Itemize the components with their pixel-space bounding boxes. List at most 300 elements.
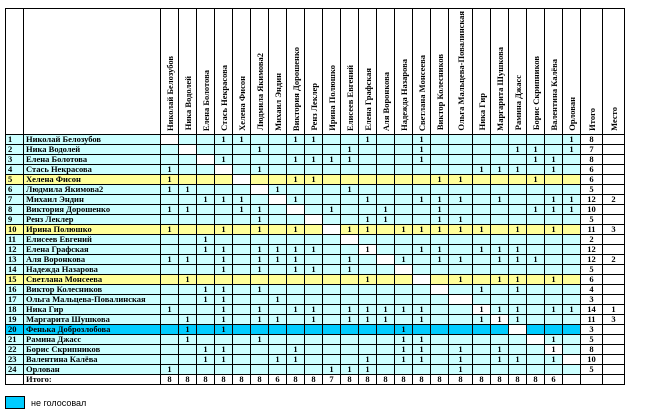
- vote-cell: 1: [161, 184, 179, 194]
- vote-cell: 1: [491, 164, 509, 174]
- vote-cell: [251, 134, 269, 144]
- row-number: 19: [6, 314, 24, 324]
- vote-cell: 1: [215, 354, 233, 364]
- vote-cell: [509, 324, 527, 334]
- row-number: 5: [6, 174, 24, 184]
- vote-cell: [431, 144, 449, 154]
- vote-cell: [269, 154, 287, 164]
- row-number: 2: [6, 144, 24, 154]
- vote-cell: [161, 194, 179, 204]
- vote-cell: 1: [545, 194, 563, 204]
- vote-cell: [509, 174, 527, 184]
- row-number: 9: [6, 214, 24, 224]
- vote-cell: [377, 254, 395, 264]
- vote-cell: [269, 194, 287, 204]
- vote-cell: [491, 294, 509, 304]
- vote-cell: [161, 154, 179, 164]
- vote-cell: 1: [323, 154, 341, 164]
- vote-cell: [545, 234, 563, 244]
- vote-cell: [509, 344, 527, 354]
- vote-cell: 1: [341, 364, 359, 374]
- vote-cell: [491, 324, 509, 334]
- vote-cell: 1: [197, 244, 215, 254]
- vote-cell: [413, 264, 431, 274]
- column-header-label: Хелена Фисон: [236, 75, 247, 131]
- total-cell: 12: [581, 194, 603, 204]
- column-header: [287, 9, 305, 135]
- vote-cell: [395, 284, 413, 294]
- total-cell: 6: [581, 164, 603, 174]
- vote-cell: [233, 344, 251, 354]
- vote-cell: 1: [563, 204, 581, 214]
- vote-cell: [323, 134, 341, 144]
- vote-cell: [449, 294, 473, 304]
- vote-cell: [251, 174, 269, 184]
- vote-cell: 1: [197, 234, 215, 244]
- vote-cell: [215, 204, 233, 214]
- vote-cell: [179, 234, 197, 244]
- table-row: [6, 164, 625, 174]
- vote-cell: [431, 184, 449, 194]
- vote-cell: [395, 164, 413, 174]
- participant-name: Елисеев Евгений: [24, 234, 161, 244]
- vote-cell: [161, 144, 179, 154]
- vote-cell: [323, 304, 341, 314]
- vote-cell: [251, 294, 269, 304]
- table-row: [6, 194, 625, 204]
- total-cell: 8: [581, 154, 603, 164]
- vote-cell: [269, 334, 287, 344]
- column-header-label: Рамина Джасс: [512, 75, 523, 131]
- vote-cell: [179, 134, 197, 144]
- vote-cell: 1: [377, 204, 395, 214]
- vote-cell: [323, 184, 341, 194]
- participant-name: Ирина Полюшко: [24, 224, 161, 234]
- vote-cell: [377, 294, 395, 304]
- vote-cell: [431, 134, 449, 144]
- column-header: [269, 9, 287, 135]
- vote-cell: 1: [215, 304, 233, 314]
- vote-cell: [473, 234, 491, 244]
- vote-cell: [359, 234, 377, 244]
- vote-cell: [527, 324, 545, 334]
- vote-cell: 1: [197, 344, 215, 354]
- vote-cell: [323, 164, 341, 174]
- total-cell: 6: [581, 274, 603, 284]
- vote-cell: [197, 174, 215, 184]
- vote-cell: 1: [413, 304, 431, 314]
- vote-cell: [473, 364, 491, 374]
- vote-cell: [179, 294, 197, 304]
- vote-cell: 1: [449, 274, 473, 284]
- participant-name: Аля Воронкова: [24, 254, 161, 264]
- vote-cell: 1: [269, 354, 287, 364]
- vote-cell: [161, 294, 179, 304]
- vote-cell: [197, 254, 215, 264]
- vote-cell: [359, 294, 377, 304]
- vote-cell: [269, 264, 287, 274]
- totals-cell: 8: [161, 374, 179, 384]
- vote-cell: [527, 194, 545, 204]
- vote-cell: [527, 164, 545, 174]
- vote-cell: 1: [251, 314, 269, 324]
- table-row: [6, 154, 625, 164]
- column-header: [413, 9, 431, 135]
- vote-cell: 1: [491, 344, 509, 354]
- vote-cell: 1: [563, 194, 581, 204]
- participant-name: Светлана Монсеева: [24, 274, 161, 284]
- total-cell: 8: [581, 344, 603, 354]
- vote-cell: [305, 334, 323, 344]
- vote-cell: 1: [251, 144, 269, 154]
- vote-cell: [233, 364, 251, 374]
- column-header-label: Валентина Калёва: [548, 59, 559, 131]
- vote-cell: 1: [509, 224, 527, 234]
- vote-cell: [269, 324, 287, 334]
- vote-cell: [395, 264, 413, 274]
- vote-cell: [233, 324, 251, 334]
- table-row: [6, 244, 625, 254]
- vote-cell: [431, 154, 449, 164]
- vote-cell: 1: [413, 194, 431, 204]
- vote-cell: [431, 334, 449, 344]
- row-number: 15: [6, 274, 24, 284]
- vote-cell: [287, 314, 305, 324]
- vote-cell: [251, 344, 269, 354]
- column-header-label: Место: [608, 106, 619, 131]
- vote-cell: [563, 264, 581, 274]
- column-header: [215, 9, 233, 135]
- vote-cell: [341, 294, 359, 304]
- totals-empty-cell: [6, 374, 24, 384]
- vote-cell: [161, 344, 179, 354]
- place-cell: [603, 284, 625, 294]
- legend-swatch: [5, 396, 25, 409]
- vote-cell: [395, 274, 413, 284]
- participant-name: Ольга Мальцева-Повалинская: [24, 294, 161, 304]
- vote-cell: [305, 294, 323, 304]
- vote-cell: [527, 294, 545, 304]
- vote-cell: [449, 244, 473, 254]
- vote-cell: 1: [509, 354, 527, 364]
- vote-cell: 1: [491, 274, 509, 284]
- total-cell: 6: [581, 174, 603, 184]
- column-header-label: Орлован: [566, 96, 577, 131]
- totals-label: Итого:: [24, 374, 161, 384]
- vote-cell: 1: [251, 164, 269, 174]
- vote-cell: [269, 234, 287, 244]
- vote-cell: [269, 164, 287, 174]
- vote-cell: 1: [215, 134, 233, 144]
- vote-cell: 1: [545, 334, 563, 344]
- vote-cell: [287, 144, 305, 154]
- vote-cell: 1: [215, 244, 233, 254]
- vote-cell: [305, 234, 323, 244]
- total-cell: 3: [581, 324, 603, 334]
- vote-cell: [269, 364, 287, 374]
- table-row: [6, 214, 625, 224]
- participant-name: Виктория Дорошенко: [24, 204, 161, 214]
- vote-cell: [377, 134, 395, 144]
- row-number: 3: [6, 154, 24, 164]
- place-cell: [603, 334, 625, 344]
- vote-cell: 1: [395, 304, 413, 314]
- table-row: [6, 134, 625, 144]
- vote-cell: [305, 184, 323, 194]
- column-header-label: Аля Воронкова: [380, 71, 391, 131]
- column-header: [491, 9, 509, 135]
- table-row: [6, 294, 625, 304]
- vote-cell: [377, 284, 395, 294]
- vote-cell: [341, 214, 359, 224]
- vote-cell: [377, 264, 395, 274]
- participant-name: Ника Гир: [24, 304, 161, 314]
- vote-cell: [341, 274, 359, 284]
- vote-cell: [527, 224, 545, 234]
- table-row: [6, 144, 625, 154]
- table-row: [6, 284, 625, 294]
- vote-cell: [377, 354, 395, 364]
- vote-cell: [431, 354, 449, 364]
- vote-cell: 1: [341, 144, 359, 154]
- totals-cell: 8: [287, 374, 305, 384]
- table-row: [6, 204, 625, 214]
- vote-cell: [509, 154, 527, 164]
- vote-cell: 1: [161, 224, 179, 234]
- column-header: [545, 9, 563, 135]
- vote-cell: 1: [395, 354, 413, 364]
- table-row: [6, 174, 625, 184]
- column-header: [527, 9, 545, 135]
- vote-cell: [287, 184, 305, 194]
- row-number: 8: [6, 204, 24, 214]
- vote-cell: [377, 274, 395, 284]
- vote-cell: [449, 134, 473, 144]
- vote-cell: 1: [413, 134, 431, 144]
- vote-cell: [509, 334, 527, 344]
- vote-cell: [179, 344, 197, 354]
- vote-cell: 1: [509, 244, 527, 254]
- vote-cell: [359, 334, 377, 344]
- vote-cell: [323, 274, 341, 284]
- vote-cell: [233, 144, 251, 154]
- vote-cell: [377, 234, 395, 244]
- vote-cell: [161, 324, 179, 334]
- vote-cell: [359, 154, 377, 164]
- total-cell: 11: [581, 224, 603, 234]
- vote-cell: 1: [431, 174, 449, 184]
- vote-cell: 1: [341, 314, 359, 324]
- vote-cell: 1: [395, 254, 413, 264]
- vote-cell: [395, 214, 413, 224]
- vote-cell: [563, 354, 581, 364]
- column-header: [509, 9, 527, 135]
- vote-cell: [323, 334, 341, 344]
- vote-cell: [527, 234, 545, 244]
- row-number: 21: [6, 334, 24, 344]
- vote-cell: 1: [545, 154, 563, 164]
- vote-cell: [527, 214, 545, 224]
- place-cell: [603, 234, 625, 244]
- column-header-label: Борис Скрипников: [530, 56, 541, 131]
- column-header-label: Елена Графская: [362, 67, 373, 131]
- vote-cell: 1: [509, 254, 527, 264]
- vote-cell: [563, 344, 581, 354]
- vote-cell: [305, 224, 323, 234]
- vote-cell: [395, 244, 413, 254]
- place-cell: [603, 134, 625, 144]
- vote-cell: 1: [305, 174, 323, 184]
- vote-cell: [449, 204, 473, 214]
- vote-cell: [179, 194, 197, 204]
- column-header: [431, 9, 449, 135]
- total-cell: 5: [581, 184, 603, 194]
- place-cell: 3: [603, 224, 625, 234]
- column-header-label: Ника Водолей: [182, 76, 193, 131]
- vote-cell: [161, 264, 179, 274]
- vote-cell: 1: [449, 194, 473, 204]
- vote-cell: [233, 304, 251, 314]
- place-cell: [603, 344, 625, 354]
- vote-cell: [431, 164, 449, 174]
- vote-cell: [449, 284, 473, 294]
- participant-name: Хелена Фисон: [24, 174, 161, 184]
- vote-cell: 1: [413, 224, 431, 234]
- row-number: 16: [6, 284, 24, 294]
- vote-cell: [413, 274, 431, 284]
- vote-cell: [449, 154, 473, 164]
- vote-cell: [545, 254, 563, 264]
- vote-cell: [395, 204, 413, 214]
- vote-cell: [395, 234, 413, 244]
- vote-cell: 1: [251, 204, 269, 214]
- vote-cell: [377, 144, 395, 154]
- vote-cell: [545, 144, 563, 154]
- vote-cell: [491, 284, 509, 294]
- total-cell: 12: [581, 254, 603, 264]
- vote-cell: [197, 304, 215, 314]
- vote-cell: 1: [359, 274, 377, 284]
- vote-cell: [431, 364, 449, 374]
- totals-cell: [563, 374, 581, 384]
- column-header-label: Надежда Назарова: [398, 58, 409, 131]
- place-cell: [603, 154, 625, 164]
- legend: [5, 396, 86, 409]
- totals-empty-cell: [581, 374, 603, 384]
- vote-cell: [491, 174, 509, 184]
- vote-cell: [509, 364, 527, 374]
- vote-cell: [563, 294, 581, 304]
- total-cell: 2: [581, 234, 603, 244]
- place-cell: [603, 264, 625, 274]
- column-header: [581, 9, 603, 135]
- vote-cell: [233, 274, 251, 284]
- vote-cell: 1: [305, 304, 323, 314]
- row-number: 13: [6, 254, 24, 264]
- row-number: 10: [6, 224, 24, 234]
- vote-cell: [563, 274, 581, 284]
- vote-cell: [197, 164, 215, 174]
- place-cell: 3: [603, 314, 625, 324]
- vote-cell: 1: [545, 344, 563, 354]
- vote-cell: 1: [323, 204, 341, 214]
- vote-cell: 1: [179, 334, 197, 344]
- vote-cell: [251, 234, 269, 244]
- vote-cell: [305, 164, 323, 174]
- vote-cell: 1: [563, 144, 581, 154]
- vote-cell: [233, 224, 251, 234]
- vote-cell: 1: [269, 314, 287, 324]
- participant-name: Маргарита Шушкова: [24, 314, 161, 324]
- vote-cell: [179, 214, 197, 224]
- vote-cell: 1: [491, 354, 509, 364]
- vote-cell: [359, 164, 377, 174]
- vote-cell: [161, 334, 179, 344]
- vote-cell: [545, 244, 563, 254]
- vote-cell: [341, 354, 359, 364]
- vote-cell: [377, 324, 395, 334]
- total-cell: 5: [581, 214, 603, 224]
- vote-cell: [233, 254, 251, 264]
- vote-cell: [233, 334, 251, 344]
- vote-cell: [305, 204, 323, 214]
- vote-cell: [395, 144, 413, 154]
- vote-cell: [197, 144, 215, 154]
- vote-cell: 1: [251, 284, 269, 294]
- vote-cell: [509, 134, 527, 144]
- vote-cell: [473, 174, 491, 184]
- vote-cell: [269, 274, 287, 284]
- table-row: [6, 354, 625, 364]
- place-cell: 2: [603, 194, 625, 204]
- vote-cell: [563, 174, 581, 184]
- vote-cell: [179, 304, 197, 314]
- vote-cell: [179, 364, 197, 374]
- vote-cell: 1: [545, 204, 563, 214]
- vote-cell: 1: [527, 254, 545, 264]
- vote-cell: [233, 314, 251, 324]
- vote-cell: [431, 344, 449, 354]
- vote-cell: [563, 324, 581, 334]
- vote-cell: [491, 154, 509, 164]
- vote-cell: [341, 334, 359, 344]
- vote-cell: [215, 174, 233, 184]
- vote-cell: [395, 364, 413, 374]
- vote-cell: 1: [413, 344, 431, 354]
- total-cell: 12: [581, 244, 603, 254]
- vote-cell: [431, 294, 449, 304]
- vote-cell: 1: [269, 184, 287, 194]
- vote-cell: [323, 294, 341, 304]
- vote-cell: 1: [233, 204, 251, 214]
- vote-cell: [305, 354, 323, 364]
- place-cell: [603, 244, 625, 254]
- vote-cell: 1: [473, 164, 491, 174]
- vote-cell: 1: [473, 304, 491, 314]
- vote-cell: [161, 134, 179, 144]
- column-header-label: Виктория Дорошенко: [290, 46, 301, 131]
- vote-cell: [431, 284, 449, 294]
- vote-cell: [563, 314, 581, 324]
- total-cell: 14: [581, 304, 603, 314]
- vote-cell: [233, 164, 251, 174]
- totals-cell: 8: [233, 374, 251, 384]
- vote-cell: [527, 304, 545, 314]
- vote-cell: 1: [449, 364, 473, 374]
- vote-cell: [161, 214, 179, 224]
- vote-cell: 1: [215, 344, 233, 354]
- vote-cell: 1: [197, 354, 215, 364]
